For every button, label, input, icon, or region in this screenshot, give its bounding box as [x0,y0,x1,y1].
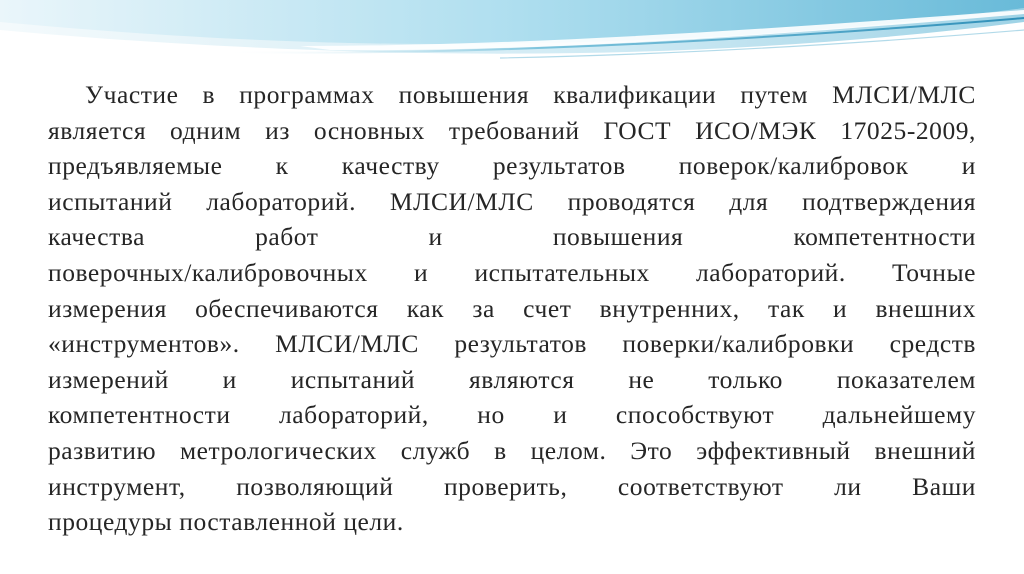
wave-header-decoration [0,0,1024,80]
body-paragraph [48,77,976,540]
paragraph-line: компетентности лабораторий, но и способствуют дальнейшему [48,400,976,430]
paragraph-line: качества работ и повышения компетентности [48,222,976,252]
paragraph-line: предъявляемые к качеству результатов поверок/калибровок и [48,151,976,181]
paragraph-line: процедуры поставленной цели. [48,507,404,537]
paragraph-line: является одним из основных требований ГОСТ ИСО/МЭК 17025-2009, [48,115,976,145]
paragraph-line: измерения обеспечиваются как за счет внутренних, так и внешних [48,293,976,323]
paragraph-line: испытаний лабораторий. МЛСИ/МЛС проводятся для подтверждения [48,186,976,216]
paragraph-line: поверочных/калибровочных и испытательных лабораторий. Точные [48,257,976,287]
paragraph-line: инструмент, позволяющий проверить, соответствуют ли Ваши [48,471,976,501]
paragraph-line: измерений и испытаний являются не только показателем [48,364,976,394]
paragraph-line: Участие в программах повышения квалификации путем МЛСИ/МЛС [85,80,976,109]
paragraph-line: «инструментов». МЛСИ/МЛС результатов поверки/калибровки средств [48,329,976,359]
paragraph-line: развитию метрологических служб в целом. Это эффективный внешний [48,435,976,465]
